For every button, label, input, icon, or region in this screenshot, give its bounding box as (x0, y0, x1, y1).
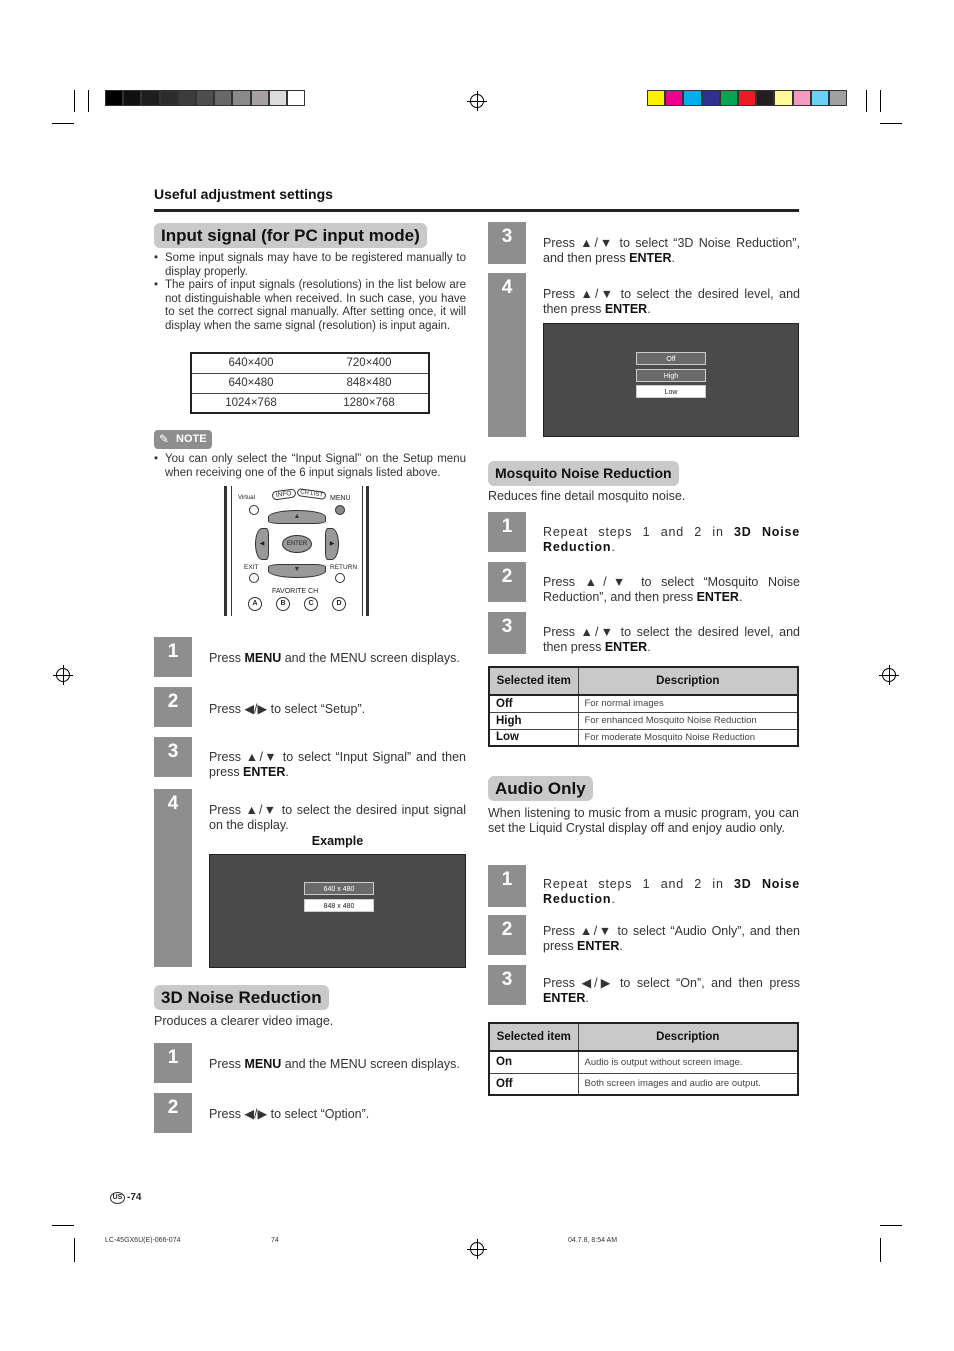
col-header: Selected item (489, 1023, 578, 1051)
step-number: 3 (488, 612, 526, 654)
color-swatch (756, 90, 774, 106)
color-swatch (793, 90, 811, 106)
step-number: 1 (154, 1043, 192, 1083)
footer-page: 74 (271, 1237, 279, 1244)
color-swatch (178, 90, 196, 106)
color-swatch (141, 90, 159, 106)
table-row: High For enhanced Mosquito Noise Reduction (489, 712, 798, 729)
note-text: • You can only select the “Input Signal” on the Setup menu when receiving one of the 6 input signals listed above. (154, 453, 466, 479)
color-swatch (269, 90, 287, 106)
color-swatch (251, 90, 269, 106)
step-number: 1 (488, 512, 526, 552)
input-signal-bullets: • Some input signals may have to be registered manually to display properly. • The pairs of input signals (resolutions) in the list below are not distinguishable when received. In such case, you have to set the correct signal manually. After setting once, it will display when the same signal (resolution) is input again. (154, 252, 466, 332)
step-text: Press ▲/▼ to select “Input Signal” and then press ENTER. (209, 750, 466, 779)
header-rule (154, 209, 799, 212)
menu-option[interactable]: 640 x 480 (304, 882, 374, 895)
table-row: On Audio is output without screen image. (489, 1051, 798, 1073)
menu-button[interactable] (335, 505, 345, 515)
registration-mark-bottom (470, 1242, 484, 1256)
menu-option-selected[interactable]: 848 x 480 (304, 899, 374, 912)
res-cell: 720×400 (346, 357, 392, 370)
info-button[interactable]: INFO (271, 488, 296, 500)
left-arrow-button[interactable]: ◀ (255, 528, 269, 560)
page-number: -74 (127, 1192, 142, 1203)
step-text: Press MENU and the MENU screen displays. (209, 651, 460, 665)
return-button[interactable] (335, 573, 345, 583)
step-text: Repeat steps 1 and 2 in 3D Noise Reduction. (543, 877, 800, 906)
table-row: Off Both screen images and audio are output. (489, 1073, 798, 1095)
ch-list-button[interactable]: CH LIST (297, 488, 327, 500)
down-arrow-button[interactable]: ▼ (268, 564, 326, 578)
color-swatch (720, 90, 738, 106)
step-text: Press ▲/▼ to select the desired level, and then press ENTER. (543, 287, 800, 316)
step-number: 2 (488, 562, 526, 602)
step-text: Press ▲/▼ to select “Mosquito Noise Reduction”, and then press ENTER. (543, 575, 800, 604)
step-text: Press ▲/▼ to select the desired input signal on the display. (209, 803, 466, 832)
color-swatch (683, 90, 701, 106)
color-swatch (811, 90, 829, 106)
note-badge (154, 430, 212, 449)
mosquito-intro: Reduces fine detail mosquito noise. (488, 489, 686, 503)
res-cell: 848×480 (310, 373, 429, 393)
step-number: 3 (488, 222, 526, 264)
step-text: Press MENU and the MENU screen displays. (209, 1057, 460, 1071)
menu-option[interactable]: Off (636, 352, 706, 365)
step-number: 4 (488, 273, 526, 437)
noise-3d-screen (543, 323, 799, 437)
registration-mark-top (470, 94, 484, 108)
bullet-1: Some input signals may have to be registered manually to display properly. (165, 252, 466, 278)
up-arrow-button[interactable]: ▲ (268, 510, 326, 524)
color-swatch (829, 90, 847, 106)
mosquito-title: Mosquito Noise Reduction (488, 461, 679, 486)
col-header: Description (578, 1023, 798, 1051)
color-swatch (665, 90, 683, 106)
mosquito-table (488, 666, 799, 747)
res-cell: 1024×768 (191, 393, 310, 413)
button-a[interactable]: A (248, 597, 262, 611)
col-header: Selected item (489, 667, 578, 695)
step-text: Press ◀/▶ to select “On”, and then press ENTER. (543, 976, 800, 1005)
example-screen (209, 854, 466, 968)
color-swatch (647, 90, 665, 106)
step-text: Press ◀/▶ to select “Setup”. (209, 702, 366, 716)
menu-option[interactable]: High (636, 369, 706, 382)
res-cell: 640×480 (191, 373, 310, 393)
return-label: RETURN (330, 564, 358, 571)
exit-button[interactable] (249, 573, 259, 583)
enter-button[interactable]: ENTER (282, 535, 312, 553)
color-swatch (702, 90, 720, 106)
right-arrow-button[interactable]: ▶ (325, 528, 339, 560)
table-row: Low For moderate Mosquito Noise Reduction (489, 729, 798, 746)
example-label: Example (311, 834, 364, 848)
color-swatch (774, 90, 792, 106)
favorite-ch-label: FAVORITE CH (272, 588, 319, 595)
step-number: 2 (154, 1093, 192, 1133)
footer-timestamp: 04.7.8, 8:54 AM (568, 1237, 618, 1244)
audio-only-title: Audio Only (488, 776, 593, 801)
exit-label: EXIT (244, 564, 259, 571)
color-swatch (232, 90, 250, 106)
step-text: Press ◀/▶ to select “Option”. (209, 1107, 370, 1121)
step-text: Press ▲/▼ to select the desired level, and then press ENTER. (543, 625, 800, 654)
step-number: 3 (154, 737, 192, 777)
virtual-label: Virtual (238, 495, 255, 501)
color-swatch (123, 90, 141, 106)
pencil-icon: ✎ (159, 432, 170, 446)
footer-file: LC-45GX6U(E)-066-074 (105, 1237, 181, 1244)
audio-only-intro: When listening to music from a music program, you can set the Liquid Crystal display off and enjoy audio only. (488, 806, 799, 835)
noise-3d-intro: Produces a clearer video image. (154, 1014, 334, 1028)
step-number: 3 (488, 965, 526, 1005)
table-row (191, 353, 429, 373)
registration-mark-right (882, 668, 896, 682)
color-swatch (738, 90, 756, 106)
remote-control-illustration (224, 486, 372, 616)
button-b[interactable]: B (276, 597, 290, 611)
color-swatch (160, 90, 178, 106)
note-label: NOTE (176, 433, 207, 445)
note-body: You can only select the “Input Signal” on the Setup menu when receiving one of the 6 input signals listed above. (165, 453, 466, 479)
menu-option-selected[interactable]: Low (636, 385, 706, 398)
region-badge: US (110, 1192, 125, 1204)
step-number: 1 (488, 865, 526, 907)
color-swatch (214, 90, 232, 106)
color-swatch (196, 90, 214, 106)
menu-label: MENU (330, 495, 351, 502)
resolution-table (190, 352, 430, 414)
step-text: Press ▲/▼ to select “Audio Only”, and then press ENTER. (543, 924, 800, 953)
audio-only-table (488, 1022, 799, 1096)
step-text: Press ▲/▼ to select “3D Noise Reduction”, and then press ENTER. (543, 236, 800, 265)
noise-3d-title: 3D Noise Reduction (154, 985, 329, 1010)
res-cell: 640×400 (228, 357, 274, 370)
input-signal-title: Input signal (for PC input mode) (154, 223, 427, 248)
section-header: Useful adjustment settings (154, 186, 333, 202)
step-number: 2 (488, 915, 526, 955)
color-swatch (287, 90, 305, 106)
step-text: Repeat steps 1 and 2 in 3D Noise Reduction. (543, 525, 800, 554)
button-c[interactable]: C (304, 597, 318, 611)
step-number: 2 (154, 687, 192, 727)
col-header: Description (578, 667, 798, 695)
table-row (191, 373, 429, 393)
res-cell: 1280×768 (310, 393, 429, 413)
color-swatch (105, 90, 123, 106)
registration-mark-left (56, 668, 70, 682)
button-d[interactable]: D (332, 597, 346, 611)
table-row (191, 393, 429, 413)
table-row: Off For normal images (489, 695, 798, 712)
step-number: 4 (154, 789, 192, 967)
step-number: 1 (154, 637, 192, 677)
bullet-2: The pairs of input signals (resolutions) in the list below are not distinguishable when received. In such case, you have to set the correct signal manually. After setting once, it will display when the same signal (resolution) is input again. (165, 279, 466, 332)
